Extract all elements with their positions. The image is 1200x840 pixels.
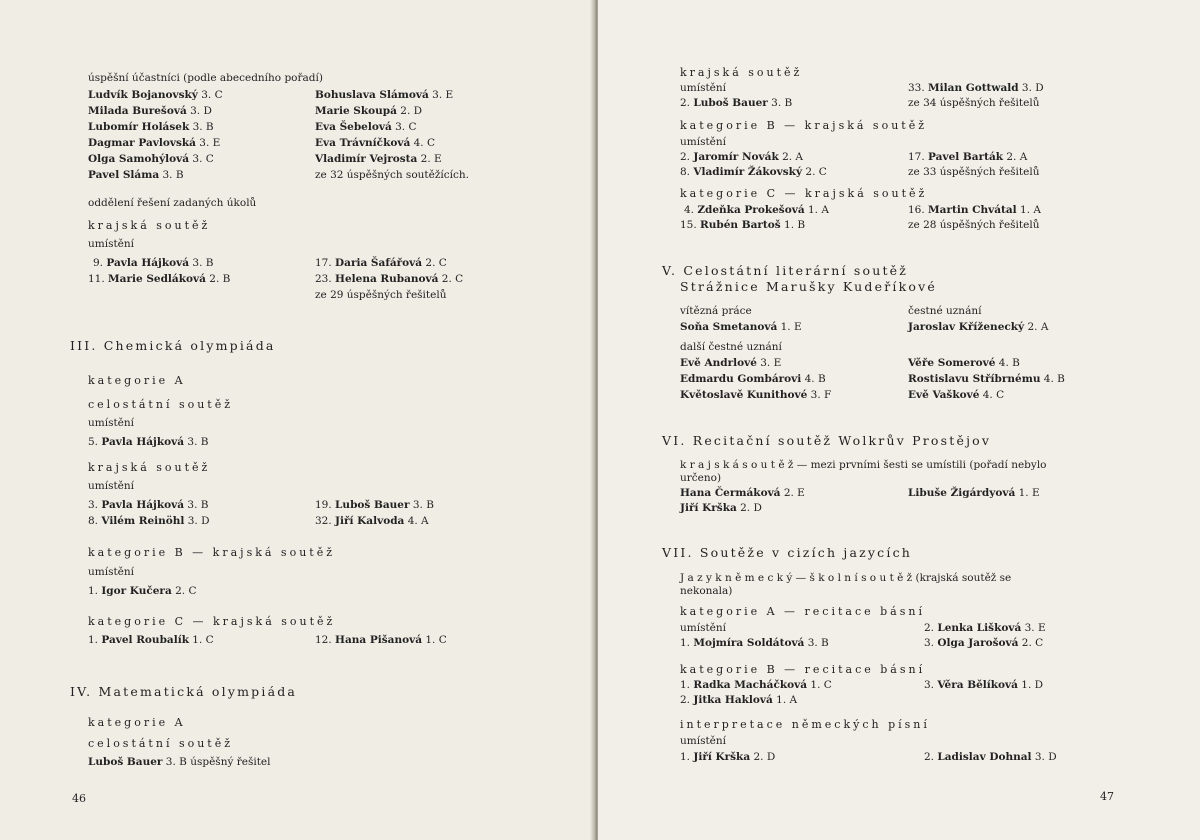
right-page-line (680, 321, 802, 334)
person-name: Edmardu Gombárovi (680, 373, 802, 385)
left-page-line (88, 121, 214, 134)
left-page-line (88, 273, 230, 286)
right-page-line (680, 751, 775, 764)
line-text: úspěšní účastníci (podle abecedního pořadí) (88, 72, 323, 84)
line-text: 4. (684, 204, 698, 216)
line-text: 2. E (780, 487, 805, 499)
line-text: 1. (680, 679, 694, 691)
right-page-line (680, 472, 721, 485)
right-page-line (680, 341, 782, 354)
line-text: 2. B (205, 273, 231, 285)
line-text: 2. E (417, 153, 442, 165)
person-name: Marie Sedláková (108, 273, 206, 285)
line-text: 1. A (1016, 204, 1041, 216)
person-name: Ludvík Bojanovský (88, 89, 198, 101)
person-name: Vladimír Vejrosta (315, 153, 418, 165)
person-name: Milan Gottwald (928, 82, 1019, 94)
person-name: Pavla Hájková (106, 257, 190, 269)
left-page-line (70, 339, 276, 352)
person-name: Hana Čermáková (680, 487, 781, 499)
line-text: 19. (315, 499, 336, 511)
person-name: Bohuslava Slámová (315, 89, 429, 101)
left-page-line (88, 169, 184, 182)
right-page-line (680, 187, 927, 200)
line-text: 3. (924, 637, 938, 649)
person-name: Jiří Kalvoda (335, 515, 405, 527)
line-text: 1. A (772, 694, 798, 706)
left-page-line (88, 137, 220, 150)
person-name: Pavla Hájková (101, 436, 185, 448)
line-text: 1. D (1017, 679, 1044, 691)
person-name: Rostislavu Stříbrnému (908, 373, 1041, 385)
right-page-line (680, 373, 826, 386)
line-text: 8. (88, 515, 102, 527)
line-text: 15. (680, 219, 701, 231)
person-name: Evě Andrlové (680, 357, 757, 369)
line-text: 3. C (391, 121, 417, 133)
line-text: další čestné uznání (680, 341, 782, 353)
line-text: 9. (93, 257, 107, 269)
line-text: umístění (680, 735, 727, 747)
line-text: 2. A (1024, 321, 1049, 333)
right-page-line (908, 97, 1039, 110)
line-text: 3. B (184, 436, 209, 448)
right-page-line (680, 151, 803, 164)
right-page-line (662, 264, 908, 277)
right-page-line (680, 82, 726, 95)
person-name: Věře Somerové (908, 357, 996, 369)
left-page-line (315, 289, 446, 302)
right-page-line (680, 735, 726, 748)
line-text: 2. A (1003, 151, 1028, 163)
left-page-line (70, 685, 297, 698)
line-text: kategorie A (88, 374, 186, 387)
right-page-line (924, 751, 1057, 764)
line-text: 1. B (780, 219, 806, 231)
left-page-line (88, 566, 134, 579)
right-page-line (680, 97, 792, 110)
left-page-line (88, 105, 212, 118)
right-page-line (680, 694, 797, 707)
person-name: Libuše Žigárdyová (908, 487, 1016, 499)
person-name: Jiří Krška (693, 751, 751, 763)
person-name: Soňa Smetanová (680, 321, 778, 333)
line-text: 4. C (410, 137, 435, 149)
line-text: kategorie A — recitace básní (680, 605, 925, 618)
left-page-line (88, 585, 196, 598)
line-text: vítězná práce (680, 305, 752, 317)
person-name: Rubén Bartoš (700, 219, 781, 231)
person-name: Luboš Bauer (693, 97, 768, 109)
left-page-line (315, 121, 416, 134)
line-text: kategorie B — krajská soutěž (88, 546, 336, 559)
left-page-line (88, 238, 134, 251)
right-page-line (908, 82, 1044, 95)
right-page-line (924, 622, 1046, 635)
line-text: kategorie B — recitace básní (680, 663, 926, 676)
line-text: J a z y k n ě m e c k ý — š k o l n í s o u t ě ž (krajská soutěž se (680, 572, 1012, 584)
line-text: 3. B (184, 499, 209, 511)
right-page-line (680, 585, 732, 598)
person-name: Daria Šafářová (335, 257, 423, 269)
left-page-line (88, 153, 214, 166)
line-text: 16. (908, 204, 929, 216)
right-page (598, 0, 1200, 840)
line-text: 3. D (184, 515, 210, 527)
right-page-line (680, 66, 802, 79)
right-page-line (680, 572, 1011, 585)
person-name: Jaromír Novák (693, 151, 779, 163)
line-text: ze 33 úspěšných řešitelů (908, 166, 1040, 178)
person-name: Olga Samohýlová (88, 153, 190, 165)
line-text: kategorie C — krajská soutěž (680, 187, 928, 200)
person-name: Helena Rubanová (335, 273, 439, 285)
line-text: ze 28 úspěšných řešitelů (908, 219, 1040, 231)
line-text: 1. (680, 751, 694, 763)
right-page-line (908, 305, 981, 318)
right-page-line (680, 280, 937, 293)
line-text: umístění (88, 238, 135, 250)
line-text: krajská soutěž (88, 219, 211, 232)
left-page-line (315, 89, 453, 102)
left-page-line (93, 257, 213, 270)
line-text: 2. C (438, 273, 464, 285)
person-name: Pavel Barták (928, 151, 1004, 163)
line-text: kategorie C — krajská soutěž (88, 615, 336, 628)
person-name: Igor Kučera (101, 585, 172, 597)
line-text: 1. (680, 637, 694, 649)
line-text: umístění (680, 136, 727, 148)
line-text: čestné uznání (908, 305, 982, 317)
person-name: Evě Vaškové (908, 389, 980, 401)
person-name: Hana Pišanová (335, 634, 423, 646)
line-text: 2. (680, 694, 694, 706)
line-text: 3. B (767, 97, 793, 109)
line-text: 3. D (186, 105, 212, 117)
person-name: Marie Skoupá (315, 105, 397, 117)
line-text: 4. C (979, 389, 1005, 401)
right-page-line (908, 373, 1065, 386)
right-page-line (680, 502, 762, 515)
person-name: Luboš Bauer (335, 499, 410, 511)
line-text: nekonala) (680, 585, 733, 597)
right-page-line (680, 605, 925, 618)
left-page-line (88, 436, 208, 449)
line-text: 1. C (807, 679, 832, 691)
line-text: 3. C (189, 153, 214, 165)
line-text: celostátní soutěž (88, 398, 234, 411)
line-text: 32. (315, 515, 336, 527)
line-text: 4. B (801, 373, 826, 385)
person-name: Milada Burešová (88, 105, 187, 117)
line-text: 23. (315, 273, 336, 285)
left-page-line (88, 219, 210, 232)
left-page-line (88, 89, 223, 102)
line-text: V. Celostátní literární soutěž (662, 263, 909, 278)
person-name: Olga Jarošová (937, 637, 1019, 649)
line-text: 4. B (1040, 373, 1065, 385)
left-page-line (315, 105, 422, 118)
right-page-line (908, 357, 1020, 370)
left-page-line (88, 737, 233, 750)
left-page-line (315, 137, 435, 150)
person-name: Vladimír Žákovský (693, 166, 803, 178)
right-page-line (680, 389, 831, 402)
line-text: 4. B (995, 357, 1020, 369)
right-page-line (908, 389, 1004, 402)
right-page-line (680, 357, 781, 370)
person-name: Pavla Hájková (101, 499, 185, 511)
left-page-line (315, 153, 442, 166)
person-name: Ladislav Dohnal (937, 751, 1032, 763)
line-text: umístění (88, 417, 135, 429)
person-name: Věra Bělíková (937, 679, 1018, 691)
line-text: 17. (908, 151, 929, 163)
line-text: 2. (680, 97, 694, 109)
right-page-line (680, 718, 930, 731)
left-page-line (315, 169, 469, 182)
line-text: 11. (88, 273, 109, 285)
left-page-line (315, 515, 429, 528)
line-text: 2. (924, 622, 938, 634)
line-text: krajská soutěž (88, 461, 211, 474)
right-page-line (908, 204, 1041, 217)
right-page-line (680, 119, 927, 132)
left-page-line (88, 716, 186, 729)
line-text: kategorie B — krajská soutěž (680, 119, 928, 132)
line-text: 17. (315, 257, 336, 269)
left-page-line (315, 499, 434, 512)
line-text: 3. B (159, 169, 184, 181)
line-text: 3. D (1018, 82, 1044, 94)
left-page-line (88, 374, 186, 387)
person-name: Luboš Bauer (88, 756, 163, 768)
line-text: 3. F (807, 389, 832, 401)
line-text: umístění (680, 82, 727, 94)
line-text: 2. (680, 151, 694, 163)
left-page-line (88, 756, 271, 769)
right-page-line (924, 637, 1043, 650)
line-text: VI. Recitační soutěž Wolkrův Prostějov (662, 433, 992, 448)
right-page-line (908, 219, 1039, 232)
right-page-line (662, 546, 912, 559)
line-text: kategorie A (88, 716, 186, 729)
line-text: 2. D (750, 751, 776, 763)
line-text: 2. (924, 751, 938, 763)
right-page-line (680, 622, 726, 635)
line-text: 1. C (422, 634, 447, 646)
person-name: Eva Trávníčková (315, 137, 411, 149)
person-name: Lenka Lišková (937, 622, 1022, 634)
page-number-left: 46 (72, 792, 86, 805)
line-text: 2. A (778, 151, 804, 163)
left-page-line (315, 273, 463, 286)
line-text: umístění (88, 566, 135, 578)
right-page-line (908, 151, 1027, 164)
line-text: 12. (315, 634, 336, 646)
line-text: 8. (680, 166, 694, 178)
person-name: Martin Chvátal (928, 204, 1017, 216)
line-text: 3. B (409, 499, 434, 511)
line-text: 2. C (802, 166, 827, 178)
person-name: Lubomír Holásek (88, 121, 190, 133)
line-text: 3. B (189, 121, 214, 133)
person-name: Vilém Reinöhl (101, 515, 185, 527)
right-page-line (908, 321, 1048, 334)
line-text: VII. Soutěže v cizích jazycích (662, 545, 913, 560)
person-name: Radka Macháčková (693, 679, 808, 691)
right-page-line (908, 487, 1040, 500)
line-text: 3. B úspěšný řešitel (162, 756, 271, 768)
person-name: Dagmar Pavlovská (88, 137, 196, 149)
line-text: určeno) (680, 472, 722, 484)
line-text: 3. (924, 679, 938, 691)
line-text: III. Chemická olympiáda (70, 338, 276, 353)
right-page-line (680, 459, 1047, 472)
right-page-line (680, 166, 827, 179)
line-text: krajská soutěž (680, 66, 803, 79)
line-text: 1. (88, 634, 102, 646)
line-text: 3. E (428, 89, 454, 101)
line-text: 3. E (195, 137, 221, 149)
line-text: 1. E (1015, 487, 1040, 499)
left-page-line (88, 499, 208, 512)
line-text: IV. Matematická olympiáda (70, 684, 298, 699)
line-text: oddělení řešení zadaných úkolů (88, 197, 257, 209)
person-name: Zdeňka Prokešová (697, 204, 805, 216)
left-page (0, 0, 594, 840)
line-text: k r a j s k á s o u t ě ž — mezi prvními šesti se umístili (pořadí nebylo (680, 459, 1047, 471)
line-text: 1. (88, 585, 102, 597)
line-text: 2. C (422, 257, 447, 269)
line-text: 4. A (404, 515, 429, 527)
line-text: 3. D (1031, 751, 1057, 763)
line-text: 5. (88, 436, 102, 448)
line-text: 3. E (756, 357, 782, 369)
line-text: 3. B (804, 637, 829, 649)
person-name: Eva Šebelová (315, 121, 392, 133)
line-text: umístění (680, 622, 727, 634)
line-text: 2. C (171, 585, 197, 597)
line-text: ze 34 úspěšných řešitelů (908, 97, 1040, 109)
line-text: 3. (88, 499, 102, 511)
line-text: celostátní soutěž (88, 737, 234, 750)
left-page-line (88, 398, 233, 411)
line-text: 2. D (396, 105, 423, 117)
left-page-line (315, 257, 447, 270)
person-name: Květoslavě Kunithové (680, 389, 808, 401)
right-page-line (924, 679, 1043, 692)
left-page-line (88, 546, 335, 559)
line-text: 3. C (197, 89, 223, 101)
person-name: Jiří Krška (680, 502, 737, 514)
person-name: Pavel Sláma (88, 169, 160, 181)
line-text: 1. E (777, 321, 802, 333)
right-page-line (908, 166, 1039, 179)
left-page-line (315, 634, 447, 647)
right-page-line (680, 136, 726, 149)
line-text: Strážnice Marušky Kudeříkové (680, 279, 937, 294)
right-page-line (684, 204, 829, 217)
left-page-line (88, 197, 256, 210)
right-page-line (680, 663, 925, 676)
right-page-line (680, 305, 752, 318)
left-page-line (88, 515, 210, 528)
line-text: 3. E (1021, 622, 1046, 634)
left-page-line (88, 480, 134, 493)
left-page-line (88, 417, 134, 430)
line-text: 1. A (804, 204, 829, 216)
left-page-line (88, 461, 210, 474)
person-name: Pavel Roubalík (101, 634, 189, 646)
line-text: interpretace německých písní (680, 718, 930, 731)
person-name: Mojmíra Soldátová (693, 637, 805, 649)
left-page-line (88, 615, 335, 628)
left-page-line (88, 634, 214, 647)
line-text: 2. C (1018, 637, 1044, 649)
right-page-line (680, 679, 832, 692)
right-page-line (680, 219, 805, 232)
right-page-line (680, 487, 805, 500)
line-text: 33. (908, 82, 929, 94)
left-page-line (88, 72, 323, 85)
person-name: Jitka Haklová (693, 694, 773, 706)
right-page-line (680, 637, 829, 650)
line-text: 1. C (188, 634, 214, 646)
line-text: 2. D (736, 502, 762, 514)
page-number-right: 47 (1100, 790, 1114, 803)
line-text: ze 29 úspěšných řešitelů (315, 289, 447, 301)
line-text: 3. B (189, 257, 214, 269)
line-text: umístění (88, 480, 135, 492)
line-text: ze 32 úspěšných soutěžících. (315, 169, 469, 181)
right-page-line (662, 434, 991, 447)
person-name: Jaroslav Kříženecký (908, 321, 1025, 333)
